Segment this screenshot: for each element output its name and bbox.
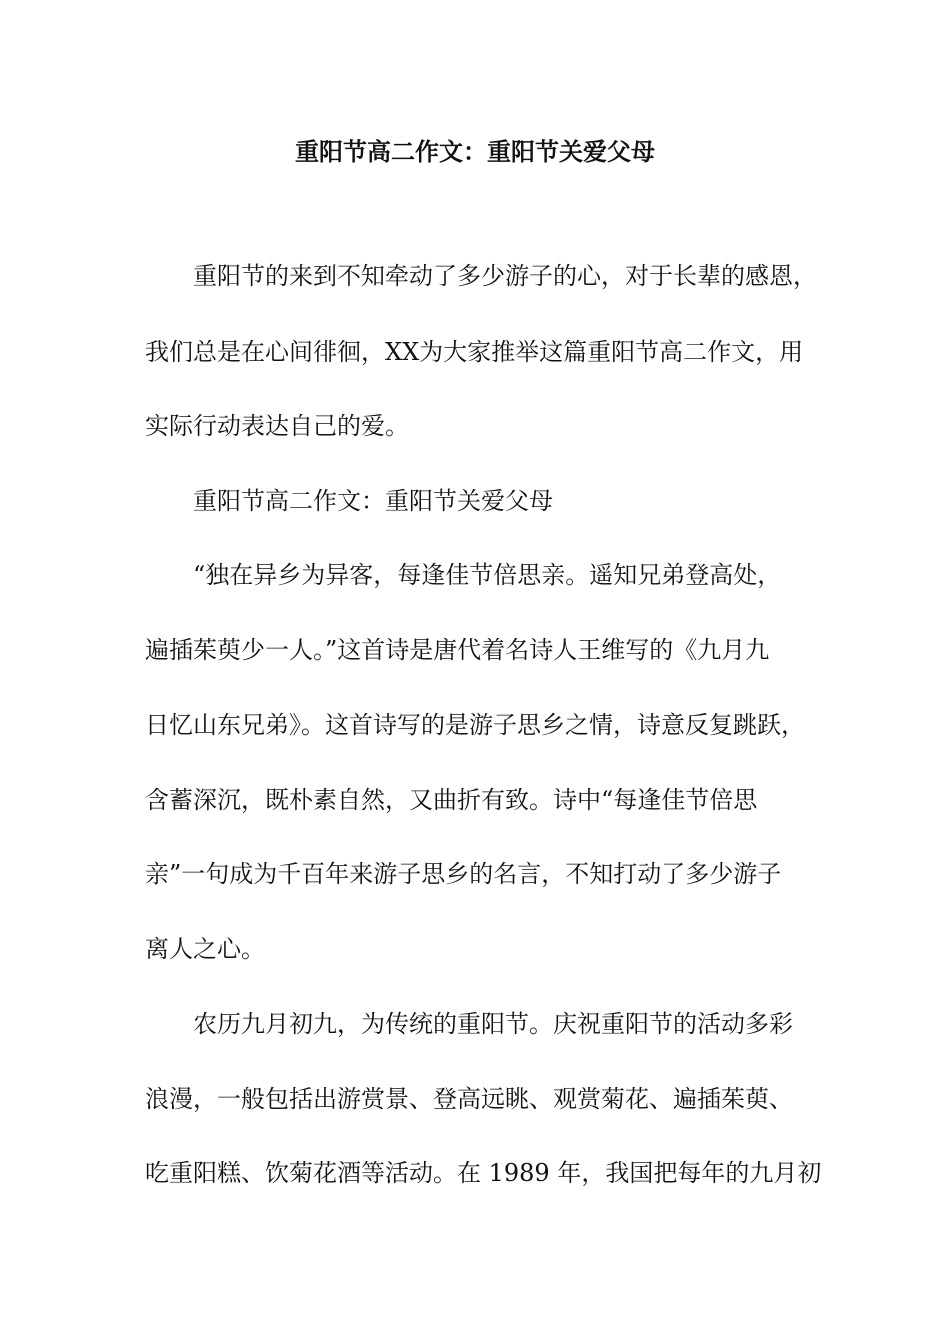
paragraph-line: 亲”一句成为千百年来游子思乡的名言，不知打动了多少游子 xyxy=(145,860,782,888)
paragraph-line: 含蓄深沉，既朴素自然，又曲折有致。诗中“每逢佳节倍思 xyxy=(145,786,758,814)
paragraph-line: 农历九月初九，为传统的重阳节。庆祝重阳节的活动多彩 xyxy=(193,1010,793,1038)
paragraph-line: 实际行动表达自己的爱。 xyxy=(145,412,409,440)
paragraph-line: 重阳节高二作文：重阳节关爱父母 xyxy=(193,487,553,515)
paragraph-line: 我们总是在心间徘徊，XX为大家推举这篇重阳节高二作文，用 xyxy=(145,338,804,366)
paragraph-line: “独在异乡为异客，每逢佳节倍思亲。遥知兄弟登高处， xyxy=(193,561,782,589)
paragraph-line: 浪漫，一般包括出游赏景、登高远眺、观赏菊花、遍插茱萸、 xyxy=(145,1085,793,1113)
paragraph-line: 日忆山东兄弟》。这首诗写的是游子思乡之情，诗意反复跳跃， xyxy=(145,711,805,739)
paragraph-line: 遍插茱萸少一人。”这首诗是唐代着名诗人王维写的《九月九 xyxy=(145,636,770,664)
paragraph-line: 吃重阳糕、饮菊花酒等活动。在 1989 年，我国把每年的九月初 xyxy=(145,1159,822,1187)
paragraph-line: 重阳节的来到不知牵动了多少游子的心，对于长辈的感恩， xyxy=(193,262,817,290)
paragraph-line: 离人之心。 xyxy=(145,935,265,963)
document-title: 重阳节高二作文：重阳节关爱父母 xyxy=(295,137,655,166)
